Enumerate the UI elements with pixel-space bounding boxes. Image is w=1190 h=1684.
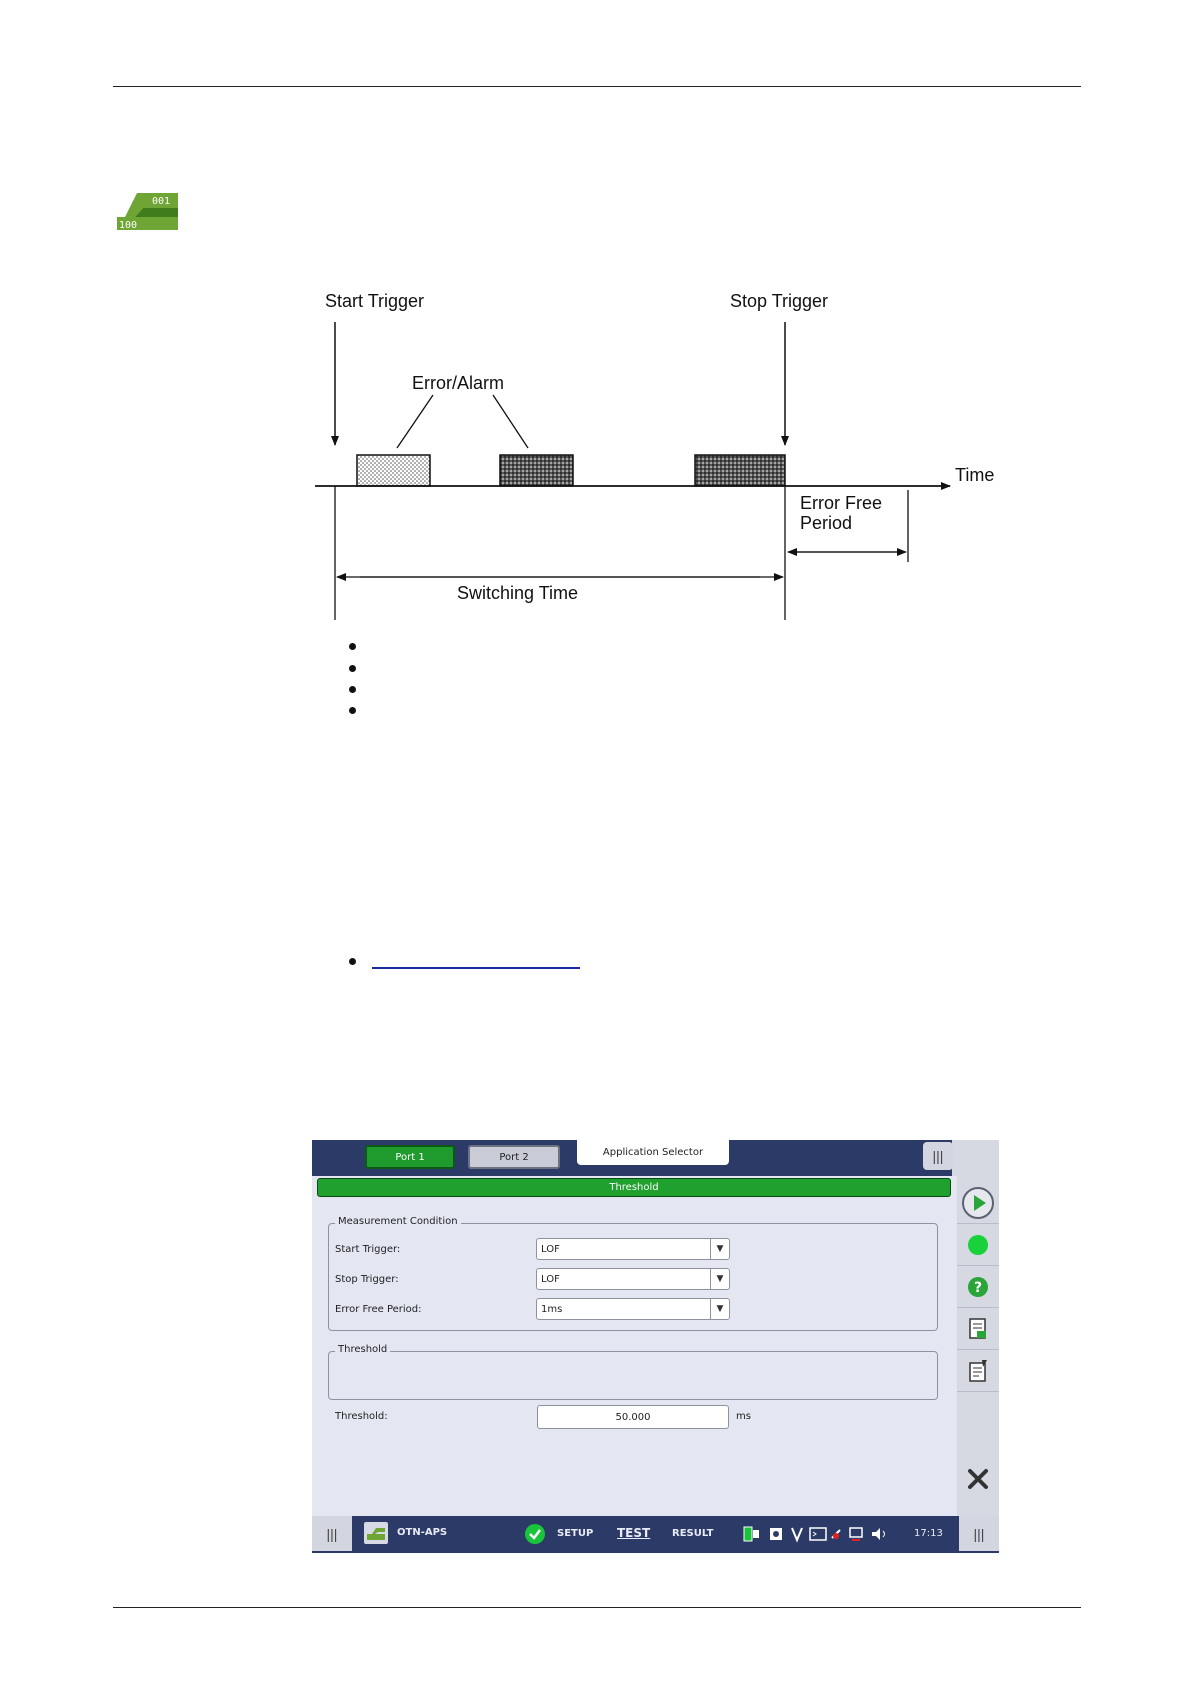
start-trigger-label: Start Trigger <box>325 291 425 311</box>
otn-aps-logo-icon <box>117 193 178 230</box>
top-rule <box>113 86 1081 87</box>
app-name-label: OTN-APS <box>397 1527 448 1538</box>
threshold-screen <box>312 1140 999 1553</box>
status-green-icon <box>957 1224 999 1266</box>
list-bullet <box>349 665 356 672</box>
group-legend: Measurement Condition <box>335 1216 461 1227</box>
bottom-rule <box>113 1607 1081 1608</box>
right-menu-handle-icon[interactable]: ||| <box>959 1516 999 1551</box>
threshold-input[interactable]: 50.000 <box>537 1405 729 1429</box>
list-bullet <box>349 686 356 693</box>
bottom-status-bar <box>312 1516 999 1553</box>
top-bar <box>312 1140 999 1176</box>
list-bullet <box>349 958 356 965</box>
stop-trigger-value: LOF <box>541 1274 560 1285</box>
list-bullet <box>349 707 356 714</box>
svg-text:100: 100 <box>119 220 138 230</box>
error-free-period-value: 1ms <box>541 1304 563 1315</box>
top-right-corner <box>952 1140 999 1176</box>
chevron-down-icon[interactable]: ▼ <box>710 1269 729 1289</box>
main-panel <box>312 1176 957 1516</box>
application-selector-tab[interactable]: Application Selector <box>577 1140 729 1165</box>
error-free-period-field-label: Error Free Period: <box>335 1304 422 1315</box>
reference-link[interactable] <box>372 967 580 969</box>
threshold-unit: ms <box>736 1411 751 1422</box>
error-free-label-line1: Error Free <box>800 493 883 513</box>
test-button[interactable]: TEST <box>617 1526 651 1540</box>
left-menu-handle-icon[interactable]: ||| <box>312 1516 352 1551</box>
svg-text:?: ? <box>973 1279 983 1296</box>
alarm-block-3 <box>695 455 785 486</box>
error-free-period-select[interactable] <box>536 1298 730 1320</box>
time-axis-label: Time <box>955 465 995 485</box>
group-legend: Threshold <box>335 1344 390 1355</box>
stop-trigger-label: Stop Trigger <box>730 291 829 311</box>
stop-trigger-field-label: Stop Trigger: <box>335 1274 399 1285</box>
section-bar[interactable]: Threshold <box>317 1178 951 1197</box>
close-icon[interactable] <box>957 1458 999 1500</box>
start-trigger-select[interactable] <box>536 1238 730 1260</box>
setup-button[interactable]: SETUP <box>557 1528 594 1539</box>
list-bullet <box>349 643 356 650</box>
check-icon <box>524 1523 546 1545</box>
report-icon[interactable] <box>957 1350 999 1392</box>
menu-handle-icon[interactable]: ||| <box>923 1142 953 1170</box>
app-icon <box>364 1522 388 1544</box>
result-button[interactable]: RESULT <box>672 1528 714 1539</box>
threshold-group <box>328 1344 938 1400</box>
right-sidebar <box>957 1176 999 1516</box>
status-icons <box>742 1524 912 1544</box>
switching-time-diagram <box>300 280 1020 620</box>
switching-time-label: Switching Time <box>457 583 579 603</box>
tab-port-2[interactable]: Port 2 <box>468 1145 560 1169</box>
tab-port-1[interactable]: Port 1 <box>365 1145 455 1169</box>
stop-trigger-select[interactable] <box>536 1268 730 1290</box>
error-free-label-line2: Period <box>800 513 853 533</box>
measurement-condition-group <box>328 1216 938 1331</box>
error-alarm-label: Error/Alarm <box>412 373 505 393</box>
alarm-block-2 <box>500 455 573 486</box>
play-icon[interactable] <box>957 1182 999 1224</box>
chevron-down-icon[interactable]: ▼ <box>710 1239 729 1259</box>
alarm-block-1 <box>357 455 430 486</box>
save-file-icon[interactable] <box>957 1308 999 1350</box>
svg-text:001: 001 <box>152 196 171 207</box>
clock-label: 17:13 <box>914 1528 943 1539</box>
start-trigger-value: LOF <box>541 1244 560 1255</box>
help-icon[interactable] <box>957 1266 999 1308</box>
start-trigger-field-label: Start Trigger: <box>335 1244 401 1255</box>
chevron-down-icon[interactable]: ▼ <box>710 1299 729 1319</box>
threshold-field-label: Threshold: <box>335 1411 388 1422</box>
